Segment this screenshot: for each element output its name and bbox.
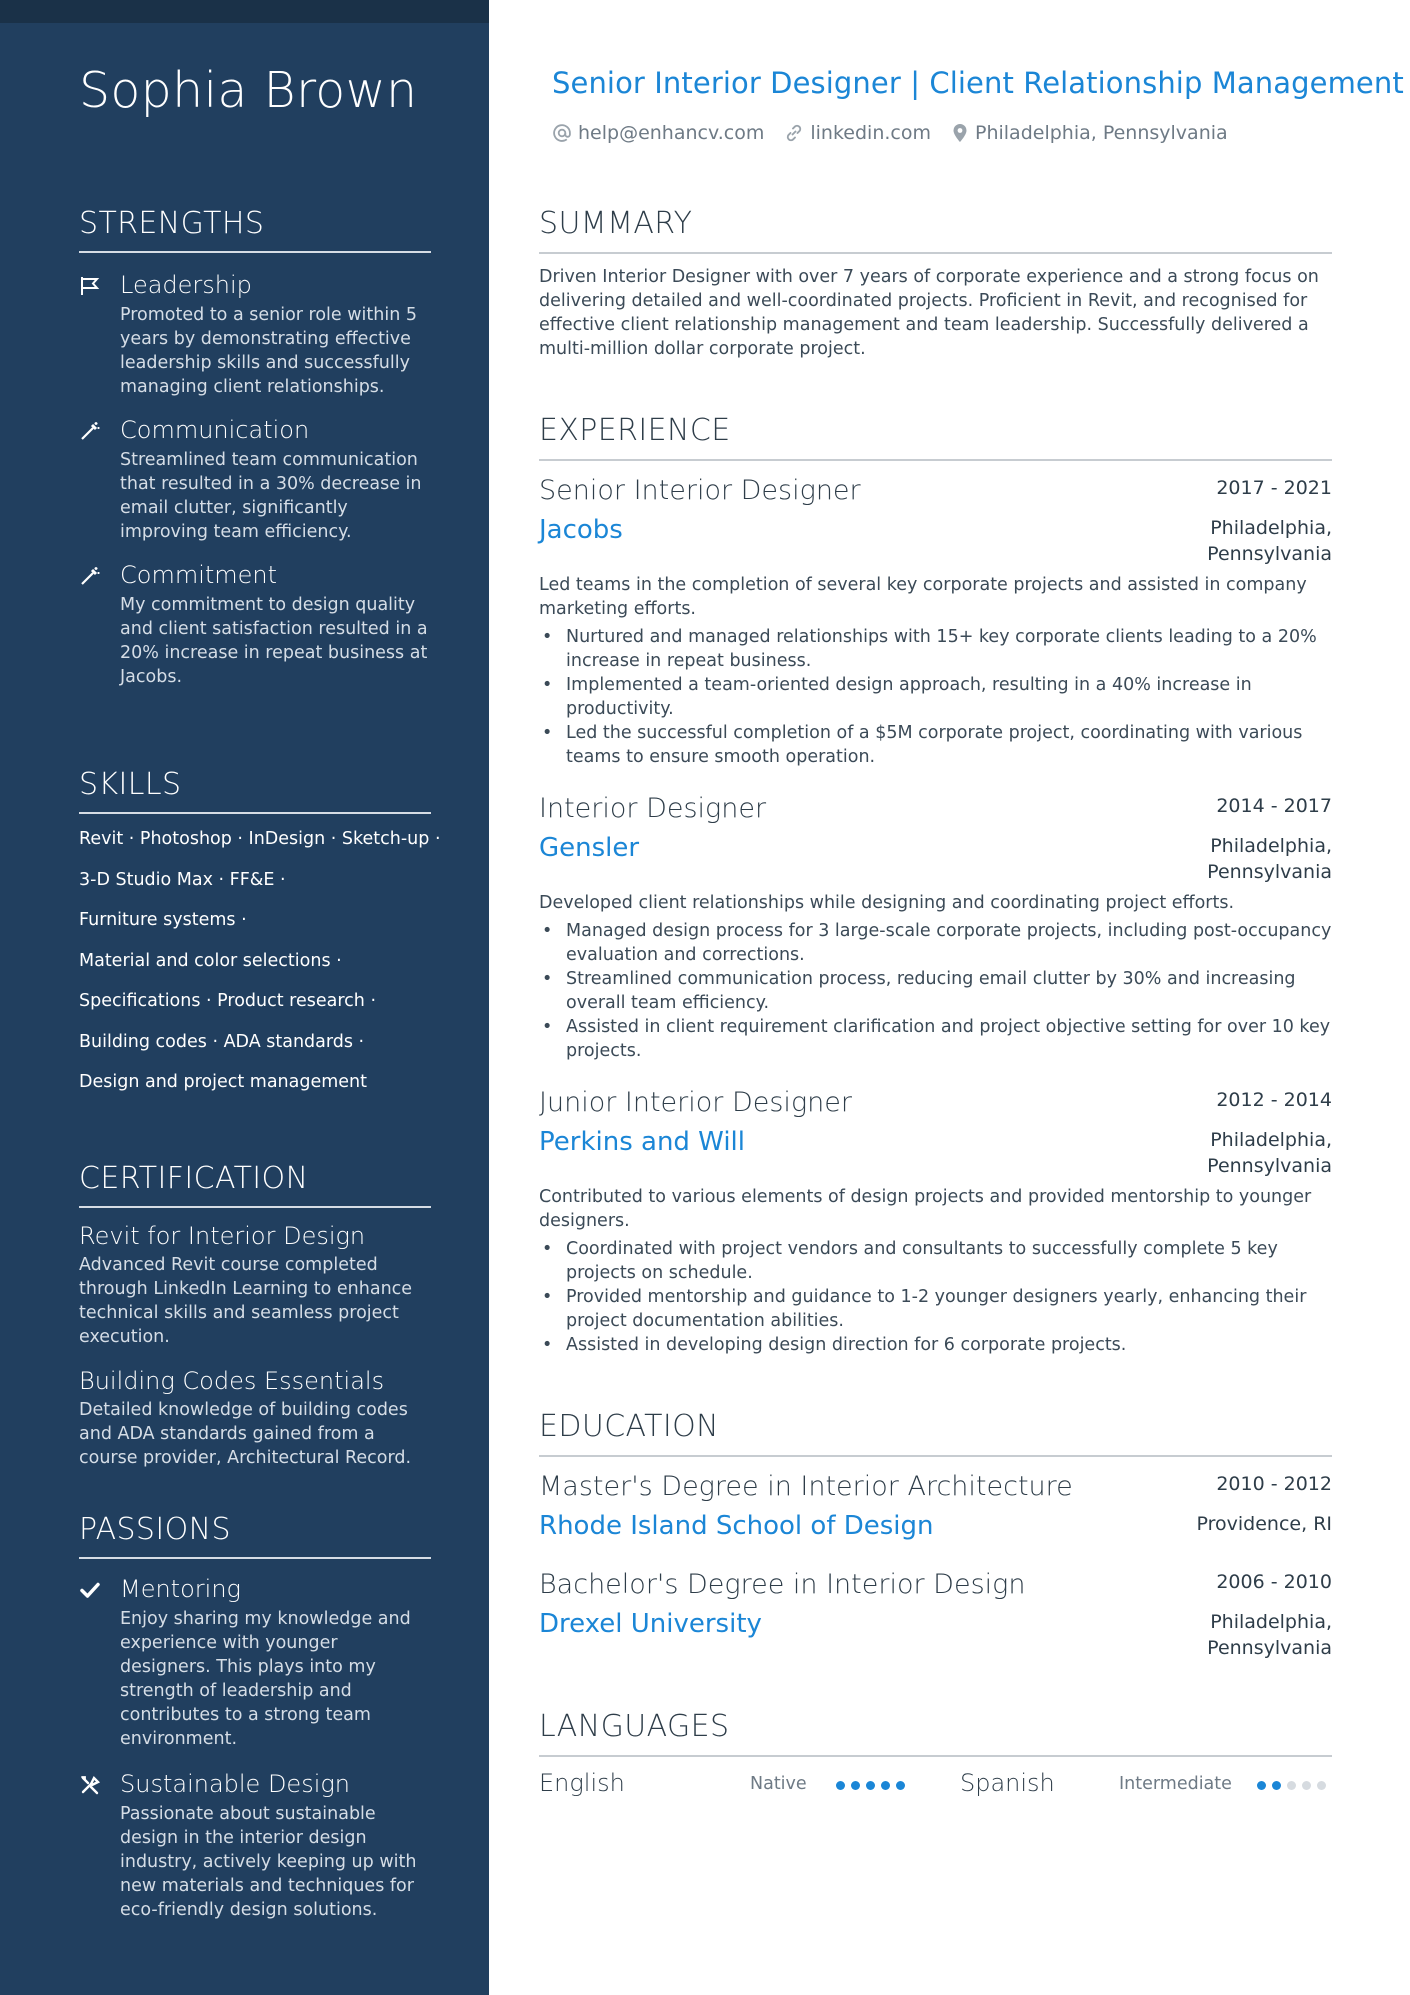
strength-desc: Streamlined team communication that resulted in a 30% decrease in email clutter, significantly improving team efficiency. — [120, 450, 422, 542]
languages-title: LANGUAGES — [539, 1709, 1332, 1757]
job-dates: 2014 - 2017 — [1216, 795, 1332, 817]
education-dates: 2010 - 2012 — [1216, 1473, 1332, 1495]
language-name: English — [539, 1769, 625, 1797]
skills-line: 3-D Studio Max · FF&E · — [79, 869, 286, 890]
job-bullet: • Streamlined communication process, reducing email clutter by 30% and increasing overall team efficiency. — [539, 967, 1332, 1015]
job-bullet: • Led the successful completion of a $5M corporate project, coordinating with various teams to ensure smooth operation. — [539, 721, 1332, 769]
experience-entry — [539, 475, 1332, 769]
job-bullet: • Managed design process for 3 large-scale corporate projects, including post-occupancy evaluation and corrections. — [539, 919, 1332, 967]
strength-desc: Promoted to a senior role within 5 years by demonstrating effective leadership skills and successfully managing client relationships. — [120, 305, 418, 397]
certification-desc: Detailed knowledge of building codes and ADA standards gained from a course provider, Architectural Record. — [79, 1400, 412, 1468]
summary-text: Driven Interior Designer with over 7 years of corporate experience and a strong focus on delivering detailed and well-coordinated projects. Proficient in Revit, and recognised for effective client relationship management and team leadership. Successfully delivered a multi-million dollar corporate project. — [539, 267, 1319, 359]
location-text: Philadelphia, Pennsylvania — [975, 122, 1228, 144]
experience-entry — [539, 793, 1332, 1063]
rating-dot-empty — [1287, 1781, 1296, 1790]
passion-title: Mentoring — [120, 1575, 241, 1603]
experience-title: EXPERIENCE — [539, 413, 1332, 461]
skills-line: Design and project management — [79, 1072, 367, 1092]
tools-icon — [79, 1774, 101, 1796]
rating-dot-filled — [851, 1781, 860, 1790]
strength-title: Leadership — [120, 271, 252, 299]
summary-title: SUMMARY — [539, 206, 1332, 254]
education-section — [539, 1409, 1332, 1659]
languages-section — [539, 1709, 1332, 1809]
passion-title: Sustainable Design — [120, 1770, 350, 1798]
passions-section — [79, 1512, 431, 1922]
languages-row — [539, 1769, 1332, 1809]
rating-dot-empty — [1302, 1781, 1311, 1790]
rating-dot-filled — [1257, 1781, 1266, 1790]
language-rating — [836, 1781, 911, 1790]
summary-section — [539, 206, 1332, 361]
language-level: Native — [750, 1774, 807, 1794]
rating-dot-filled — [896, 1781, 905, 1790]
certification-item — [79, 1220, 431, 1349]
language-level: Intermediate — [1119, 1774, 1232, 1794]
link-icon — [784, 123, 804, 143]
job-description: Led teams in the completion of several key corporate projects and assisted in company marketing efforts. — [539, 575, 1307, 619]
certification-desc: Advanced Revit course completed through LinkedIn Learning to enhance technical skills and seamless project execution. — [79, 1255, 413, 1347]
skills-list — [79, 827, 441, 1094]
skills-section — [79, 767, 441, 1111]
job-bullet: • Assisted in client requirement clarification and project objective setting for over 10 key projects. — [539, 1015, 1332, 1063]
certification-title: CERTIFICATION — [79, 1161, 431, 1208]
rating-dot-empty — [1317, 1781, 1326, 1790]
website-text: linkedin.com — [810, 122, 931, 144]
job-bullet: • Assisted in developing design direction for 6 corporate projects. — [539, 1333, 1332, 1357]
school-name: Rhode Island School of Design — [539, 1511, 934, 1541]
rating-dot-filled — [836, 1781, 845, 1790]
language-rating — [1257, 1781, 1332, 1790]
job-location: Philadelphia, Pennsylvania — [1207, 517, 1332, 565]
job-location: Philadelphia, Pennsylvania — [1207, 835, 1332, 883]
magic-wand-icon — [79, 565, 101, 587]
certification-section — [79, 1161, 431, 1470]
flag-icon — [79, 275, 101, 297]
experience-entry — [539, 1087, 1332, 1357]
job-bullet: • Implemented a team-oriented design approach, resulting in a 40% increase in productivity. — [539, 673, 1332, 721]
passion-desc: Enjoy sharing my knowledge and experience with younger designers. This plays into my strength of leadership and contributes to a strong team environment. — [120, 1609, 411, 1749]
rating-dot-filled — [866, 1781, 875, 1790]
magic-wand-icon — [79, 420, 101, 442]
job-bullets — [539, 1237, 1332, 1357]
candidate-name: Sophia Brown — [79, 62, 418, 119]
certification-name: Revit for Interior Design — [79, 1222, 366, 1250]
checkmark-icon — [79, 1579, 101, 1601]
strength-desc: My commitment to design quality and client satisfaction resulted in a 20% increase in repeat business at Jacobs. — [120, 595, 428, 687]
skills-line: Revit · Photoshop · InDesign · Sketch-up · — [79, 829, 441, 849]
passions-title: PASSIONS — [79, 1512, 431, 1559]
skills-line: Specifications · Product research · — [79, 991, 377, 1011]
skills-line: Furniture systems · — [79, 910, 247, 930]
strengths-section — [79, 206, 431, 689]
degree-name: Master's Degree in Interior Architecture — [539, 1471, 1073, 1502]
school-name: Drexel University — [539, 1609, 762, 1639]
job-bullet: • Nurtured and managed relationships with 15+ key corporate clients leading to a 20% increase in repeat business. — [539, 625, 1332, 673]
education-entry — [539, 1569, 1332, 1659]
strength-item — [79, 414, 431, 544]
language-name: Spanish — [960, 1769, 1055, 1797]
sidebar — [0, 0, 489, 1995]
location-contact — [951, 122, 1228, 144]
education-location: Philadelphia, Pennsylvania — [1207, 1611, 1332, 1659]
job-title: Interior Designer — [539, 793, 767, 824]
strength-item — [79, 559, 431, 689]
passion-desc: Passionate about sustainable design in the interior design industry, actively keeping up with new materials and techniques for eco-friendly design solutions. — [120, 1804, 417, 1920]
education-entry — [539, 1471, 1332, 1551]
experience-section — [539, 413, 1332, 1357]
passion-item — [79, 1768, 431, 1922]
strengths-title: STRENGTHS — [79, 206, 431, 253]
degree-name: Bachelor's Degree in Interior Design — [539, 1569, 1026, 1600]
job-dates: 2012 - 2014 — [1216, 1089, 1332, 1111]
company-name: Gensler — [539, 833, 640, 863]
education-dates: 2006 - 2010 — [1216, 1571, 1332, 1593]
rating-dot-filled — [1272, 1781, 1281, 1790]
email-contact[interactable] — [552, 122, 764, 144]
company-name: Perkins and Will — [539, 1127, 745, 1157]
certification-item — [79, 1365, 431, 1470]
job-bullet: • Coordinated with project vendors and consultants to successfully complete 5 key projects on schedule. — [539, 1237, 1332, 1285]
at-icon — [552, 123, 572, 143]
skills-line: Building codes · ADA standards · — [79, 1031, 365, 1052]
email-text: help@enhancv.com — [578, 122, 765, 144]
education-title: EDUCATION — [539, 1409, 1332, 1457]
education-location: Providence, RI — [1196, 1513, 1332, 1535]
rating-dot-filled — [881, 1781, 890, 1790]
headline: Senior Interior Designer | Client Relationship Management — [552, 66, 1404, 100]
certification-name: Building Codes Essentials — [79, 1367, 385, 1395]
company-name: Jacobs — [539, 515, 623, 545]
job-description: Developed client relationships while designing and coordinating project efforts. — [539, 893, 1235, 913]
contact-bar — [552, 122, 1248, 144]
sidebar-top-band — [0, 0, 489, 23]
job-description: Contributed to various elements of design projects and provided mentorship to younger designers. — [539, 1187, 1312, 1231]
strength-title: Communication — [120, 416, 310, 444]
strength-item — [79, 269, 431, 399]
job-bullets — [539, 625, 1332, 769]
map-pin-icon — [951, 123, 969, 143]
job-title: Junior Interior Designer — [539, 1087, 852, 1118]
job-bullet: • Provided mentorship and guidance to 1-2 younger designers yearly, enhancing their project documentation abilities. — [539, 1285, 1332, 1333]
job-location: Philadelphia, Pennsylvania — [1207, 1129, 1332, 1177]
job-bullets — [539, 919, 1332, 1063]
job-dates: 2017 - 2021 — [1216, 477, 1332, 499]
skills-title: SKILLS — [79, 767, 431, 814]
passion-item — [79, 1573, 431, 1751]
strength-title: Commitment — [120, 561, 278, 589]
website-contact[interactable] — [784, 122, 931, 144]
job-title: Senior Interior Designer — [539, 475, 861, 506]
skills-line: Material and color selections · — [79, 950, 342, 971]
